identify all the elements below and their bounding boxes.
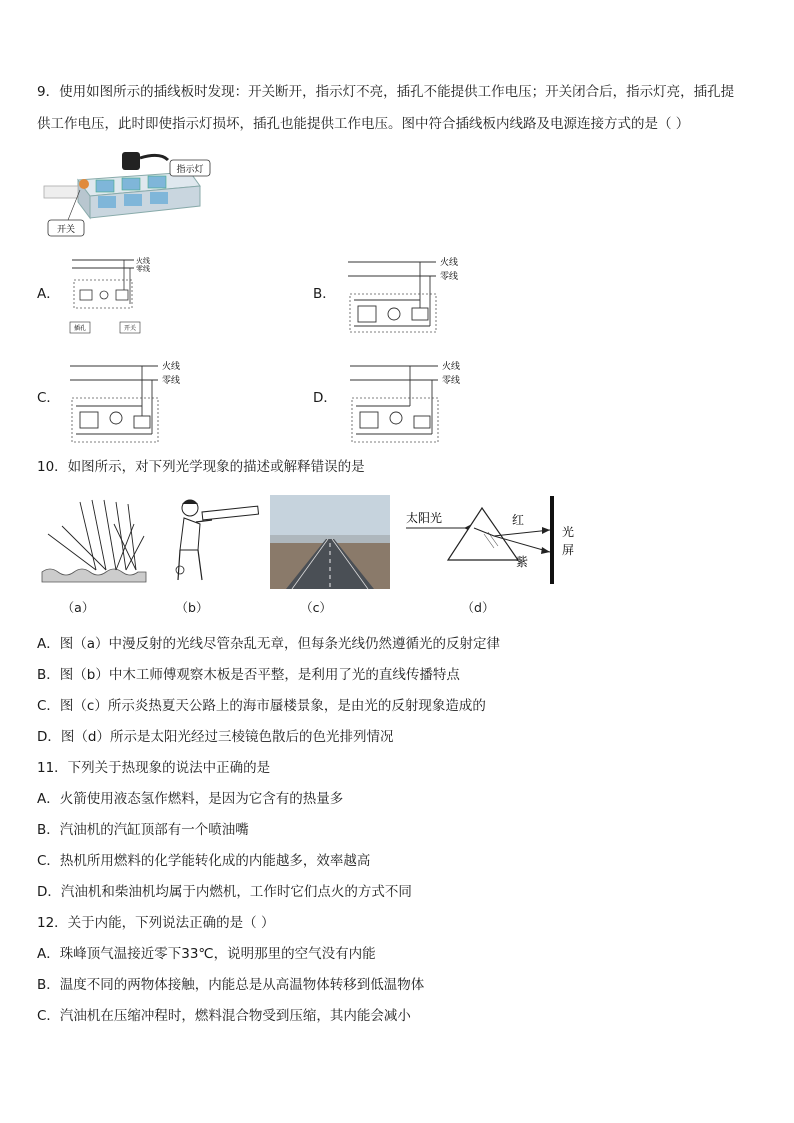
svg-text:插孔: 插孔	[73, 325, 87, 332]
q9-option-b-diagram	[344, 254, 474, 340]
svg-text:零线: 零线	[442, 376, 461, 386]
switch-label: 开关	[56, 225, 76, 235]
violet-label: 紫	[516, 555, 529, 569]
caption-c: （c）	[300, 600, 332, 615]
q9-option-d-diagram	[346, 358, 476, 444]
q12-text: 12．关于内能，下列说法正确的是（ ）	[37, 915, 275, 931]
q11-option-c[interactable]: C．热机所用燃料的化学能转化成的内能越多，效率越高	[37, 853, 371, 869]
q10-option-d[interactable]: D．图（d）所示是太阳光经过三棱镜色散后的色光排列情况	[37, 729, 394, 745]
prism-dispersion-figure	[404, 494, 584, 588]
svg-text:火线: 火线	[442, 362, 461, 372]
screen-label-2: 屏	[562, 543, 575, 557]
q9-option-a-diagram	[68, 252, 158, 338]
svg-text:零线: 零线	[162, 376, 181, 386]
q9-option-c-diagram	[66, 358, 196, 444]
svg-text:零线: 零线	[136, 265, 150, 273]
q12-option-c[interactable]: C．汽油机在压缩冲程时，燃料混合物受到压缩，其内能会减小	[37, 1008, 411, 1024]
indicator-label: 指示灯	[176, 165, 204, 175]
screen-label-1: 光	[562, 525, 575, 539]
q10-option-c[interactable]: C．图（c）所示炎热夏天公路上的海市蜃楼景象，是由光的反射现象造成的	[37, 698, 486, 714]
svg-text:零线: 零线	[440, 272, 459, 282]
power-strip-figure	[40, 146, 230, 240]
q9-option-b-label[interactable]: B．	[313, 286, 336, 302]
q10-option-b[interactable]: B．图（b）中木工师傅观察木板是否平整，是利用了光的直线传播特点	[37, 667, 460, 683]
red-label: 红	[512, 513, 525, 527]
q10-option-a[interactable]: A．图（a）中漫反射的光线尽管杂乱无章，但每条光线仍然遵循光的反射定律	[37, 636, 501, 652]
caption-d: （d）	[461, 600, 495, 615]
q9-option-c-label[interactable]: C．	[37, 390, 60, 406]
road-mirage-figure	[270, 495, 390, 589]
svg-text:火线: 火线	[136, 257, 150, 265]
q12-option-b[interactable]: B．温度不同的两物体接触，内能总是从高温物体转移到低温物体	[37, 977, 425, 993]
svg-text:火线: 火线	[162, 362, 181, 372]
q11-text: 11．下列关于热现象的说法中正确的是	[37, 760, 271, 776]
q9-option-a-label[interactable]: A．	[37, 286, 60, 302]
sunlight-label: 太阳光	[406, 511, 443, 525]
q11-option-b[interactable]: B．汽油机的汽缸顶部有一个喷油嘴	[37, 822, 249, 838]
q11-option-a[interactable]: A．火箭使用液态氢作燃料，是因为它含有的热量多	[37, 791, 344, 807]
svg-text:开关: 开关	[123, 325, 137, 332]
svg-text:火线: 火线	[440, 258, 459, 268]
caption-a: （a）	[61, 600, 95, 615]
q9-option-d-label[interactable]: D．	[313, 390, 337, 406]
q10-text: 10．如图所示，对下列光学现象的描述或解释错误的是	[37, 459, 365, 475]
carpenter-figure	[172, 494, 260, 584]
q11-option-d[interactable]: D．汽油机和柴油机均属于内燃机，工作时它们点火的方式不同	[37, 884, 412, 900]
caption-b: （b）	[175, 600, 209, 615]
q9-text-line1: 9．使用如图所示的插线板时发现：开关断开，指示灯不亮，插孔不能提供工作电压；开关闭合后，指示灯亮，插孔提	[37, 84, 735, 100]
diffuse-reflection-figure	[40, 496, 148, 584]
q9-text-line2: 供工作电压，此时即使指示灯损坏，插孔也能提供工作电压。图中符合插线板内线路及电源连接方式的是（ ）	[37, 116, 690, 132]
q12-option-a[interactable]: A．珠峰顶气温接近零下33℃，说明那里的空气没有内能	[37, 946, 376, 962]
